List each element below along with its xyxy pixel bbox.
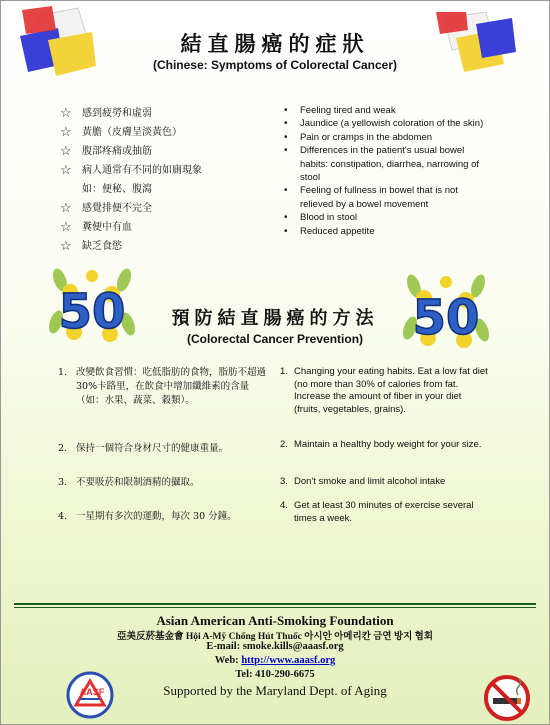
list-item: • Pain or cramps in the abdomen (282, 131, 492, 144)
list-item: • Jaundice (a yellowish coloration of the skin) (282, 117, 492, 130)
star-icon: ☆ (60, 163, 72, 178)
prevention-title: 預防結直腸癌的方法 (171, 308, 379, 329)
list-item: ☆ 病人通常有不同的如廁現象 (60, 163, 202, 178)
list-item: 4. 一星期有多次的運動，每次 30 分鐘。 (58, 511, 237, 522)
list-item: 3. 不要吸菸和限制酒精的攝取。 (58, 477, 200, 488)
footer-telephone: Tel: 410-290-6675 (235, 669, 315, 680)
list-item: • Feeling of fullness in bowel that is not relieved by a bowel movement (282, 184, 492, 211)
symptoms-list-english (282, 104, 492, 238)
list-item: 4. Get at least 30 minutes of exercise several times a week. (280, 500, 474, 524)
list-item: • Feeling tired and weak (282, 104, 492, 117)
list-item: • Blood in stool (282, 211, 492, 224)
footer-supported-by: Supported by the Maryland Dept. of Aging (163, 683, 387, 698)
website-link[interactable]: http://www.aaasf.org (241, 655, 336, 666)
symptoms-list-chinese (60, 104, 260, 256)
list-item: ☆ 黃膽（皮膚呈淡黃色） (60, 125, 182, 140)
list-item: • Reduced appetite (282, 225, 492, 238)
list-item: 2. 保持一個符合身材尺寸的健康重量。 (58, 443, 229, 454)
footer-divider (14, 603, 536, 605)
list-item: ☆ 感到疲勞和虛弱 (60, 106, 152, 121)
list-item: 3. Don't smoke and limit alcohol intake (280, 476, 446, 487)
footer-organization: Asian American Anti-Smoking Foundation (156, 613, 394, 628)
fifty-badge-right (402, 268, 490, 354)
list-item: ☆ 感覺排便不完全 (60, 201, 152, 216)
star-icon: ☆ (60, 144, 72, 159)
list-item: ☆ 腹部疼痛或抽筋 (60, 144, 152, 159)
star-icon: ☆ (60, 125, 72, 140)
list-item: 1. Changing your eating habits. Eat a low fat diet (no more than 30% of calories from fat. Increase the amount of fiber in your diet (fruits, vegetables, grains). (280, 366, 488, 415)
badge-number: 50 (58, 284, 126, 340)
footer-web: Web: http://www.aaasf.org (214, 655, 336, 666)
star-icon: ☆ (60, 239, 72, 254)
list-item: ☆ 糞便中有血 (60, 220, 132, 235)
star-icon: ☆ (60, 220, 72, 235)
footer-email: E-mail: smoke.kills@aaasf.org (206, 641, 344, 652)
prevention-subtitle: (Colorectal Cancer Prevention) (186, 332, 364, 346)
list-item: • Differences in the patient's usual bowel habits: constipation, diarrhea, narrowing of stool (282, 144, 492, 184)
footer-divider (14, 607, 536, 608)
no-smoking-icon (484, 675, 530, 721)
fifty-badge-left (48, 262, 136, 348)
star-icon: ☆ (60, 106, 72, 121)
badge-number: 50 (412, 290, 480, 346)
list-item: 2. Maintain a healthy body weight for your size. (280, 439, 482, 450)
page-title: 結直腸癌的症狀 (180, 31, 370, 56)
aaasf-logo-icon (66, 671, 114, 719)
list-item-continuation: 如：便秘、腹瀉 (82, 184, 152, 195)
page-subtitle: (Chinese: Symptoms of Colorectal Cancer) (152, 58, 398, 72)
list-item: 1. 改變飲食習慣：吃低脂肪的食物，脂肪不超過30%卡路里，在飲食中增加纖維素的含量（如：水果、蔬菜、穀類）。 (58, 367, 267, 406)
star-icon: ☆ (60, 201, 72, 216)
footer-multilingual-names: 亞美反菸基金會 Hội A-Mỹ Chống Hút Thuốc 아시안 아메리칸 금연 방지 협회 (116, 632, 433, 642)
list-item: ☆ 缺乏食慾 (60, 239, 122, 254)
aaasf-logo-mark: AASF (79, 687, 105, 697)
